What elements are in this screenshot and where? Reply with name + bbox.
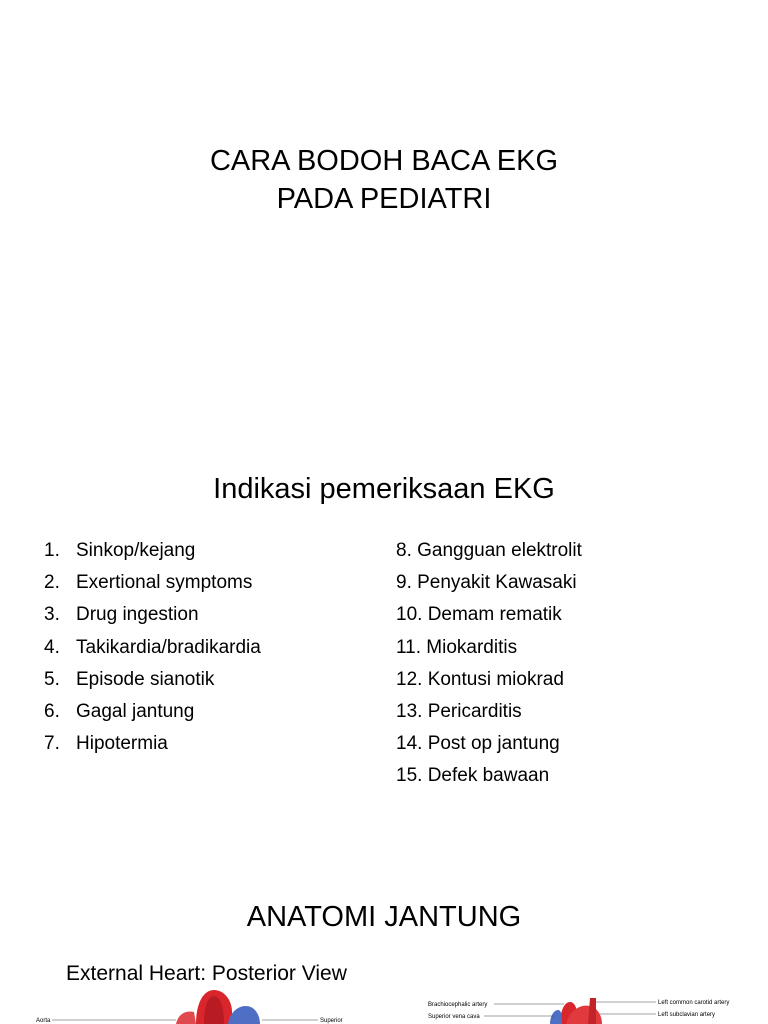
list-item-text: Exertional symptoms: [76, 572, 253, 594]
slide2-title: Indikasi pemeriksaan EKG: [213, 473, 555, 505]
list-item-text: Hipotermia: [76, 733, 168, 755]
list-item: 15. Defek bawaan: [396, 765, 550, 787]
heart-diagram-title: External Heart: Posterior View: [66, 962, 347, 985]
heart-anterior-diagram: [0, 984, 768, 1024]
list-item: [44, 535, 261, 567]
list-item: [44, 567, 261, 599]
slide1-title: [0, 142, 768, 218]
list-item: 12. Kontusi miokrad: [396, 668, 564, 690]
list-item-text: Episode sianotik: [76, 668, 215, 690]
superior-label: Superior: [320, 1018, 343, 1024]
list-item-number: 3.: [44, 604, 60, 626]
list-item-number: 4.: [44, 636, 60, 658]
svc-label: Superior vena cava: [428, 1014, 480, 1020]
list-item: 10. Demam rematik: [396, 604, 562, 626]
slide1-title-line1: CARA BODOH BACA EKG: [209, 145, 559, 177]
list-item-text: Takikardia/bradikardia: [76, 636, 261, 658]
list-item-number: 7.: [44, 733, 60, 755]
vena-cava-right-shape: [550, 1010, 562, 1024]
slide3-title: ANATOMI JANTUNG: [246, 901, 522, 933]
indication-list-right: [396, 535, 582, 793]
list-item-text: Gagal jantung: [76, 700, 195, 722]
list-item: [44, 664, 261, 696]
left-subclavian-label: Left subclavian artery: [658, 1012, 716, 1018]
list-item: 14. Post op jantung: [396, 733, 560, 755]
list-item-number: 1.: [44, 540, 60, 561]
slide1-title-line2: PADA PEDIATRI: [276, 183, 492, 215]
list-item: 13. Pericarditis: [396, 700, 522, 722]
list-item: 8. Gangguan elektrolit: [396, 540, 582, 561]
list-item-text: Drug ingestion: [76, 604, 199, 626]
list-item-number: 6.: [44, 700, 60, 722]
carotid-artery-shape: [588, 998, 596, 1024]
list-item: 9. Penyakit Kawasaki: [396, 572, 577, 594]
left-common-carotid-label: Left common carotid artery: [658, 1000, 730, 1006]
list-item-number: 5.: [44, 668, 60, 690]
list-item-text: Sinkop/kejang: [76, 540, 196, 561]
indication-list-left: [44, 535, 261, 760]
brachiocephalic-label: Brachiocephalic artery: [428, 1002, 488, 1008]
list-item: [44, 632, 261, 664]
list-item: [44, 696, 261, 728]
list-item-number: 2.: [44, 572, 60, 594]
list-item: [44, 728, 261, 760]
aorta-label: Aorta: [36, 1018, 51, 1024]
list-item: [44, 599, 261, 631]
list-item: 11. Miokarditis: [396, 636, 518, 658]
